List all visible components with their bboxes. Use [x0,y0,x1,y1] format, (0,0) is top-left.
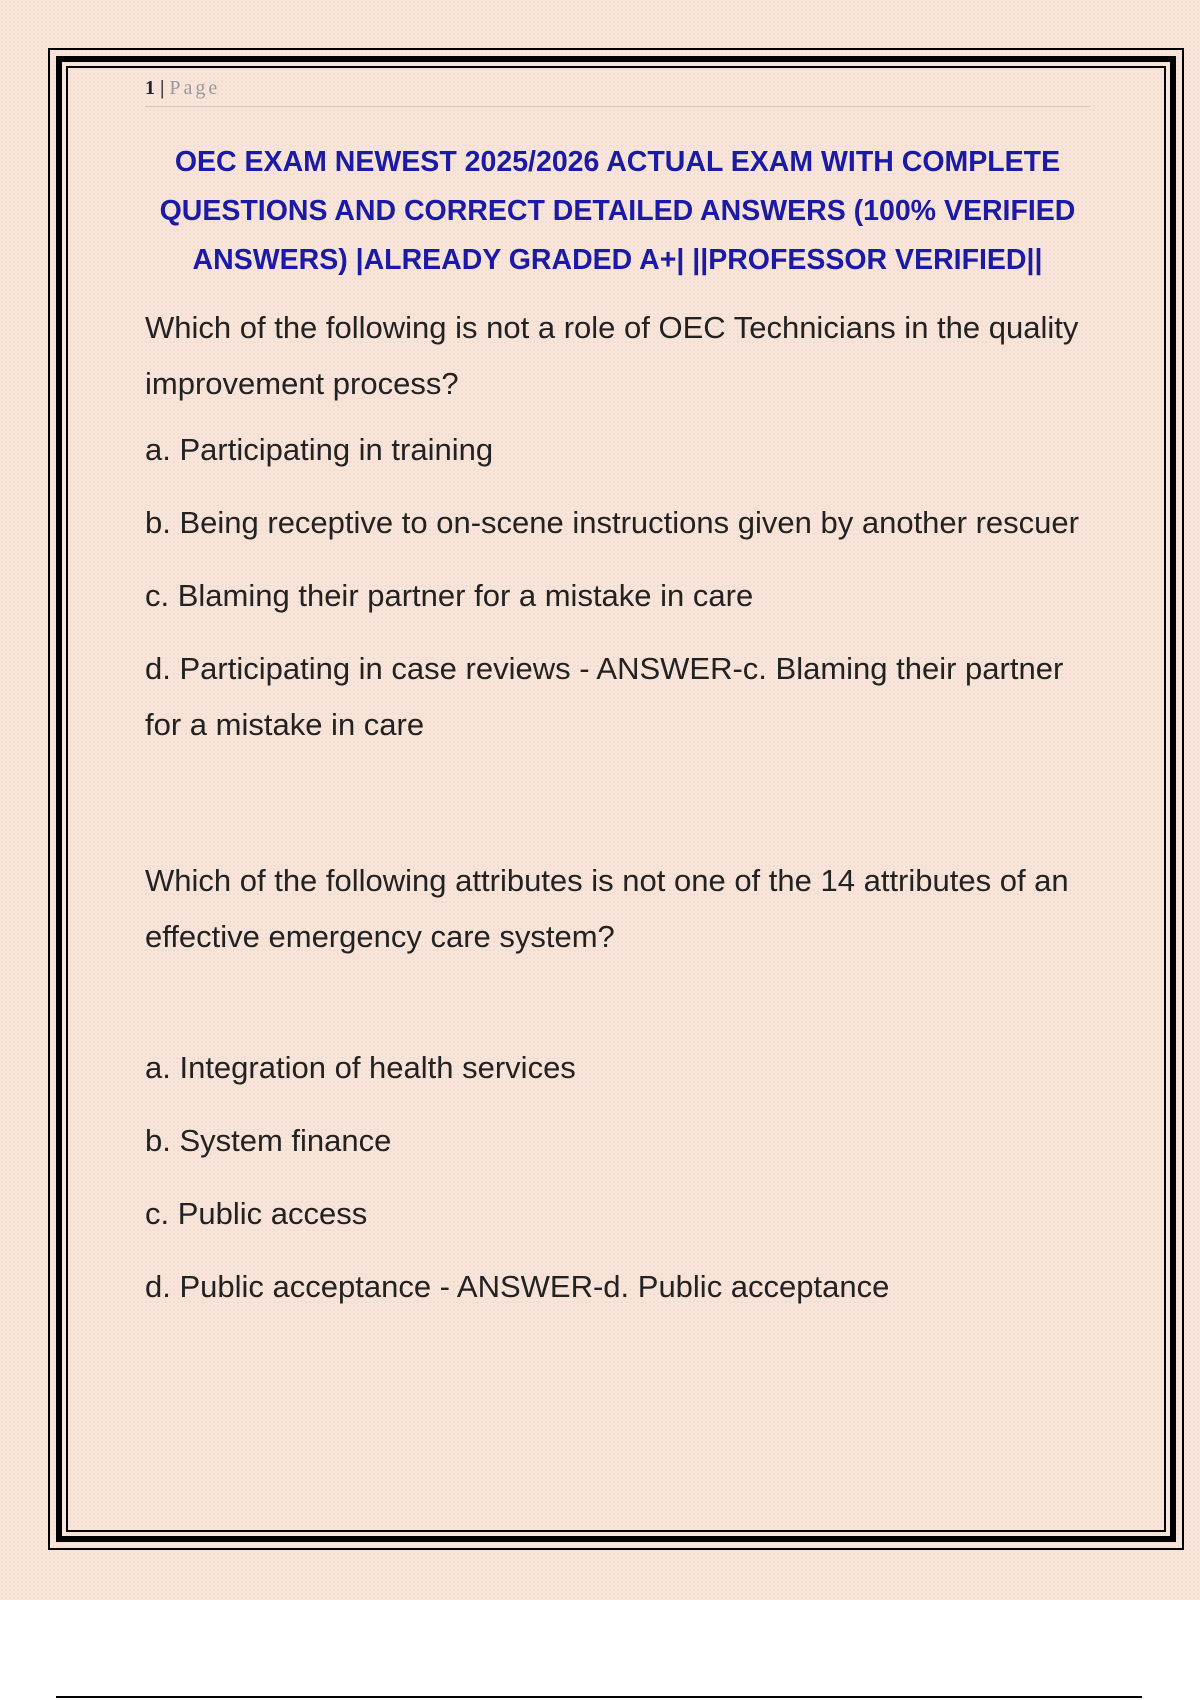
question-1-option-b: b. Being receptive to on-scene instructions given by another rescuer [145,505,1079,540]
question-2: Which of the following attributes is not one of the 14 attributes of an effective emergency care system? [145,863,1069,954]
page-separator: | [160,77,166,99]
question-2-option-b: b. System finance [145,1123,392,1158]
document-title: OEC EXAM NEWEST 2025/2026 ACTUAL EXAM WITH COMPLETE QUESTIONS AND CORRECT DETAILED ANSWERS (100% VERIFIED ANSWERS) |ALREADY GRADED A+| ||PROFESSOR VERIFIED|| [159,146,1076,276]
question-2-option-d-answer: d. Public acceptance - ANSWER-d. Public acceptance [145,1269,890,1304]
question-1-option-d-answer: d. Participating in case reviews - ANSWER-c. Blaming their partner for a mistake in care [145,651,1064,742]
question-spacer [145,975,1095,1040]
page-number: 1 [145,77,156,99]
question-spacer [145,770,1095,853]
page-header [145,74,1090,107]
document-body [145,300,1095,1332]
question-1: Which of the following is not a role of OEC Technicians in the quality improvement process? [145,310,1079,401]
question-2-option-c: c. Public access [145,1196,368,1231]
footer-divider [56,1696,1142,1698]
question-1-option-a: a. Participating in training [145,432,494,467]
question-2-option-a: a. Integration of health services [145,1050,576,1085]
page-label: Page [169,77,221,99]
question-1-option-c: c. Blaming their partner for a mistake in care [145,578,754,613]
